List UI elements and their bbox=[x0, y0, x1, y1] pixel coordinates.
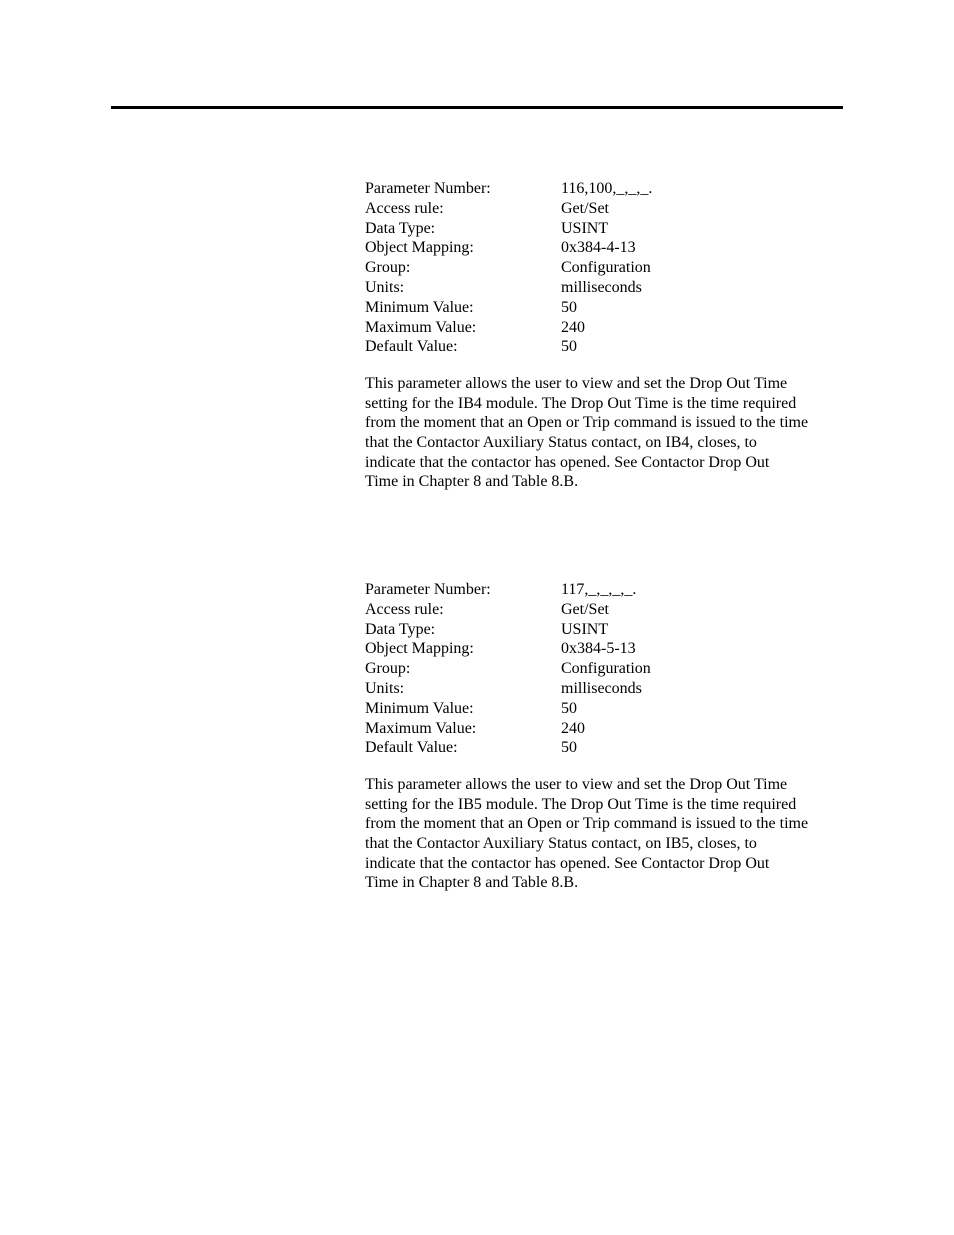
parameter-properties-table bbox=[365, 580, 651, 758]
header-rule bbox=[111, 106, 843, 109]
parameter-number-value: 117,_,_,_,_. bbox=[561, 581, 637, 598]
data-type-row bbox=[365, 620, 651, 640]
units-row bbox=[365, 278, 652, 298]
minimum-value-value: 50 bbox=[561, 298, 577, 316]
group-label: Group: bbox=[365, 660, 411, 678]
parameter-block-116 bbox=[365, 179, 845, 492]
parameter-properties-table bbox=[365, 179, 652, 357]
data-type-row bbox=[365, 219, 652, 239]
parameter-number-label: Parameter Number: bbox=[365, 180, 491, 197]
parameter-block-117 bbox=[365, 580, 845, 893]
object-mapping-value: 0x384-5-13 bbox=[561, 640, 636, 658]
parameter-number-label: Parameter Number: bbox=[365, 581, 491, 598]
maximum-value-label: Maximum Value: bbox=[365, 719, 477, 737]
parameter-number-row bbox=[365, 179, 652, 199]
default-value-label: Default Value: bbox=[365, 739, 458, 757]
minimum-value-label: Minimum Value: bbox=[365, 699, 474, 717]
default-value-value: 50 bbox=[561, 338, 577, 356]
units-row bbox=[365, 679, 651, 699]
object-mapping-label: Object Mapping: bbox=[365, 640, 474, 658]
data-type-label: Data Type: bbox=[365, 219, 436, 237]
access-rule-value: Get/Set bbox=[561, 600, 609, 618]
maximum-value-value: 240 bbox=[561, 318, 585, 336]
parameter-number-row bbox=[365, 580, 651, 600]
default-value-row bbox=[365, 738, 651, 758]
units-value: milliseconds bbox=[561, 679, 642, 697]
default-value-value: 50 bbox=[561, 739, 577, 757]
units-value: milliseconds bbox=[561, 278, 642, 296]
parameter-number-value: 116,100,_,_,_. bbox=[561, 180, 653, 197]
group-row bbox=[365, 258, 652, 278]
maximum-value-label: Maximum Value: bbox=[365, 318, 477, 336]
default-value-label: Default Value: bbox=[365, 338, 458, 356]
group-label: Group: bbox=[365, 259, 411, 277]
access-rule-row bbox=[365, 600, 651, 620]
parameter-description: This parameter allows the user to view and set the Drop Out Time setting for the IB4 module. The Drop Out Time is the time required from the moment that an Open or Trip command is issued to the time that the Contactor Auxiliary Status contact, on IB4, closes, to indicate that the contactor has opened. See Contactor Drop Out Time in Chapter 8 and Table 8.B. bbox=[365, 375, 809, 491]
group-row bbox=[365, 659, 651, 679]
object-mapping-value: 0x384-4-13 bbox=[561, 239, 636, 257]
data-type-value: USINT bbox=[561, 620, 609, 638]
access-rule-row bbox=[365, 199, 652, 219]
minimum-value-row bbox=[365, 298, 652, 318]
units-label: Units: bbox=[365, 278, 405, 296]
parameter-description: This parameter allows the user to view and set the Drop Out Time setting for the IB5 module. The Drop Out Time is the time required from the moment that an Open or Trip command is issued to the time that the Contactor Auxiliary Status contact, on IB5, closes, to indicate that the contactor has opened. See Contactor Drop Out Time in Chapter 8 and Table 8.B. bbox=[365, 776, 809, 892]
group-value: Configuration bbox=[561, 259, 651, 277]
minimum-value-row bbox=[365, 699, 651, 719]
object-mapping-row bbox=[365, 639, 651, 659]
maximum-value-row bbox=[365, 318, 652, 338]
object-mapping-label: Object Mapping: bbox=[365, 239, 474, 257]
data-type-label: Data Type: bbox=[365, 620, 436, 638]
group-value: Configuration bbox=[561, 660, 651, 678]
access-rule-label: Access rule: bbox=[365, 600, 444, 618]
minimum-value-value: 50 bbox=[561, 699, 577, 717]
units-label: Units: bbox=[365, 679, 405, 697]
access-rule-value: Get/Set bbox=[561, 199, 609, 217]
object-mapping-row bbox=[365, 238, 652, 258]
data-type-value: USINT bbox=[561, 219, 609, 237]
access-rule-label: Access rule: bbox=[365, 199, 444, 217]
minimum-value-label: Minimum Value: bbox=[365, 298, 474, 316]
default-value-row bbox=[365, 337, 652, 357]
maximum-value-value: 240 bbox=[561, 719, 585, 737]
maximum-value-row bbox=[365, 719, 651, 739]
